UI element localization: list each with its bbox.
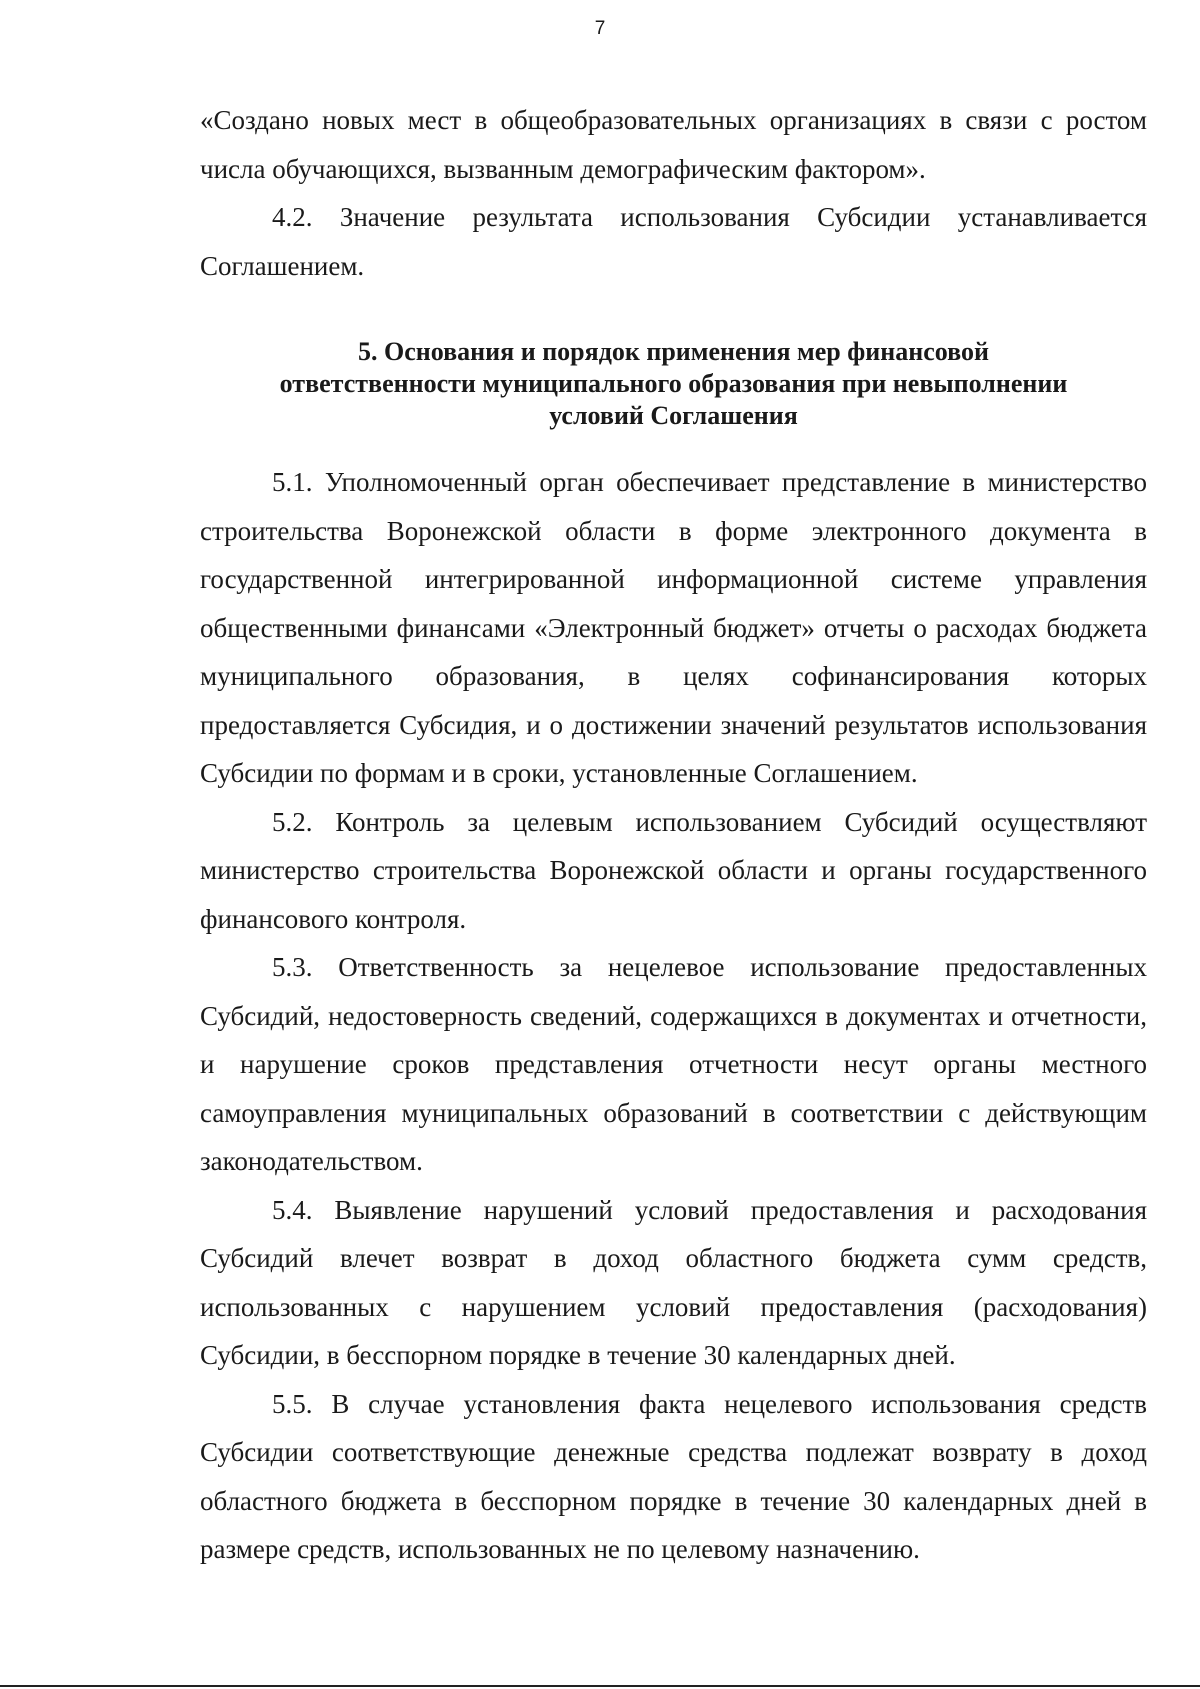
section-heading-line-2: ответственности муниципального образования при невыполнении — [279, 369, 1068, 398]
section-heading — [200, 336, 1147, 432]
paragraph-5-4: 5.4. Выявление нарушений условий предоставления и расходования Субсидий влечет возврат в доход областного бюджета сумм средств, использованных с нарушением условий предоставления (расходования) Субсидии, в бесспорном порядке в течение 30 календарных дней. — [200, 1194, 1147, 1370]
bottom-border-line — [0, 1685, 1200, 1687]
section-heading-line-1: 5. Основания и порядок применения мер финансовой — [358, 337, 989, 366]
document-body — [200, 96, 1147, 1574]
spacer — [200, 290, 1147, 336]
paragraph-5-5: 5.5. В случае установления факта нецелевого использования средств Субсидии соответствующие денежные средства подлежат возврату в доход областного бюджета в бесспорном порядке в течение 30 календарных дней в размере средств, использованных не по целевому назначению. — [200, 1388, 1147, 1564]
spacer — [200, 432, 1147, 458]
page-number: 7 — [594, 18, 606, 39]
paragraph-5-1: 5.1. Уполномоченный орган обеспечивает представление в министерство строительства Воронежской области в форме электронного документа в государственной интегрированной информационной системе управления общественными финансами «Электронный бюджет» отчеты о расходах бюджета муниципального образования, в целях софинансирования которых предоставляется Субсидия, и о достижении значений результатов использования Субсидии по формам и в сроки, установленные Соглашением. — [200, 467, 1147, 788]
paragraph-4-1-continuation: «Создано новых мест в общеобразовательных организациях в связи с ростом числа обучающихся, вызванным демографическим фактором». — [200, 105, 1147, 184]
paragraph-5-3: 5.3. Ответственность за нецелевое использование предоставленных Субсидий, недостоверность сведений, содержащихся в документах и отчетности, и нарушение сроков представления отчетности несут органы местного самоуправления муниципальных образований в соответствии с действующим законодательством. — [200, 952, 1147, 1176]
paragraph-4-2: 4.2. Значение результата использования Субсидии устанавливается Соглашением. — [200, 202, 1147, 281]
paragraph-5-2: 5.2. Контроль за целевым использованием Субсидий осуществляют министерство строительства Воронежской области и органы государственного финансового контроля. — [200, 806, 1147, 934]
section-heading-line-3: условий Соглашения — [549, 401, 798, 430]
